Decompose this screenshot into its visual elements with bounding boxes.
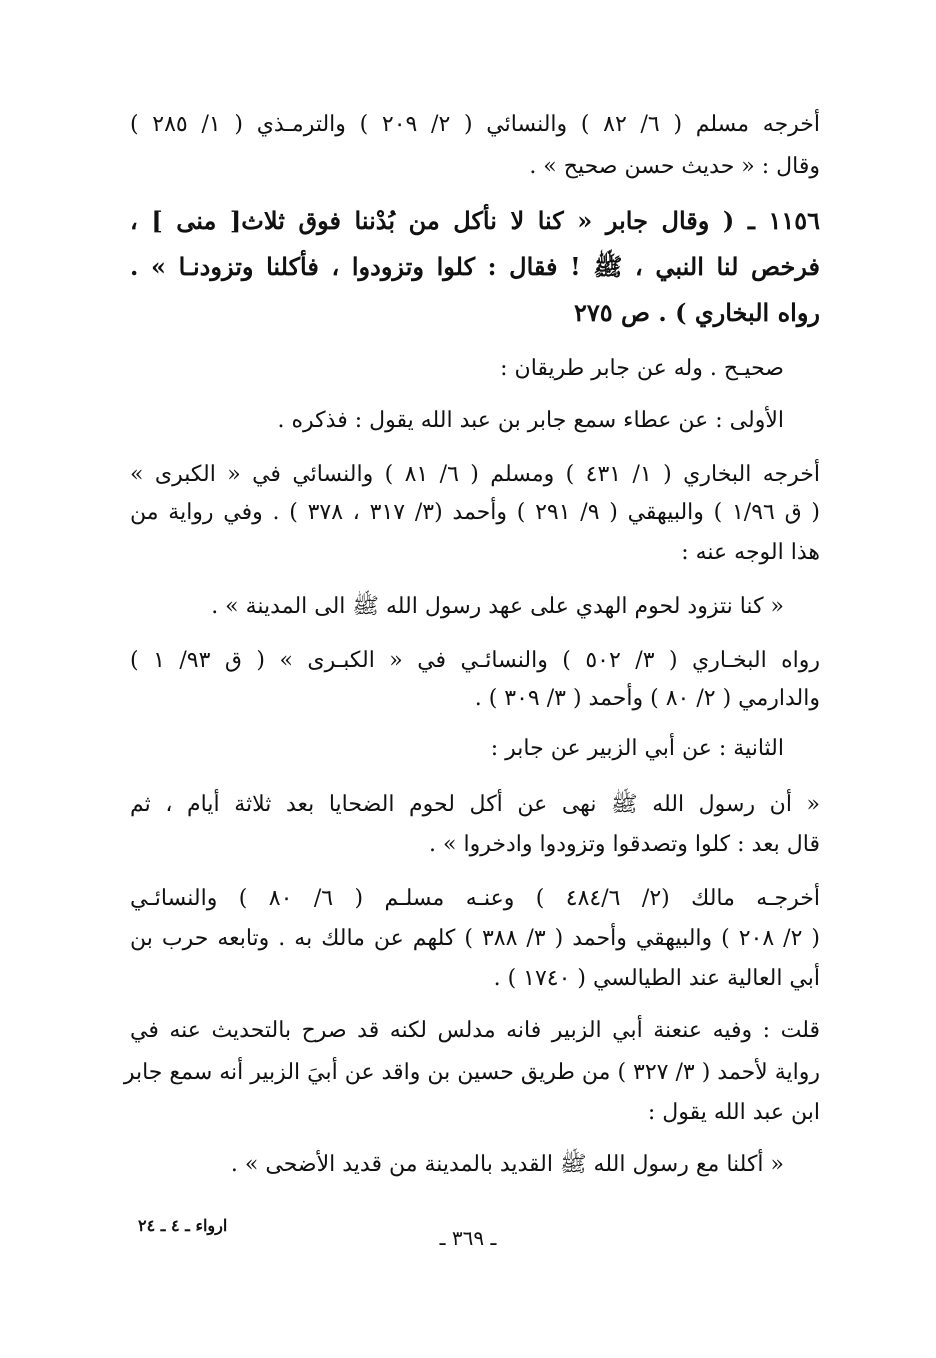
text-line: أخرجـه مالك (٢/ ٤٨٤/٦ ) وعنـه مسلـم ( ٦/ ٨٠ ) والنسائـي [130,886,820,911]
text-line: رواية لأحمد ( ٣/ ٣٢٧ ) من طريق حسين بن واقد عن أبيَ الزبير أنه سمع جابر [123,1060,820,1085]
text-line: الثانية : عن أبي الزبير عن جابر : [490,736,784,761]
quote-line: « كنا نتزود لحوم الهدي على عهد رسول الله ﷺ الى المدينة » . [211,594,784,619]
text-line: ابن عبد الله يقول : [647,1100,820,1125]
text-line: ( ٢/ ٢٠٨ ) والبيهقي وأحمد ( ٣/ ٣٨٨ ) كلهم عن مالك به . وتابعه حرب بن [130,926,821,951]
quote-line: « أكلنا مع رسول الله ﷺ القديد بالمدينة من قديد الأضحى » . [230,1152,784,1177]
text-line: أخرجه مسلم ( ٦/ ٨٢ ) والنسائي ( ٢/ ٢٠٩ ) والترمـذي ( ١/ ٢٨٥ ) [130,112,821,137]
text-line: والدارمي ( ٢/ ٨٠ ) وأحمد ( ٣/ ٣٠٩ ) . [474,686,820,711]
text-line: صحيـح . وله عن جابر طريقان : [500,356,784,381]
text-line: قلت : وفيه عنعنة أبي الزبير فانه مدلس لكنه قد صرح بالتحديث عنه في [130,1018,821,1043]
quote-line: « أن رسول الله ﷺ نهى عن أكل لحوم الضحايا بعد ثلاثة أيام ، ثم [130,792,820,817]
text-line: أخرجه البخاري ( ١/ ٤٣١ ) ومسلم ( ٦/ ٨١ ) والنسائي في « الكبرى » [130,462,821,487]
text-line: ( ق ١/٩٦ ) والبيهقي ( ٩/ ٢٩١ ) وأحمد (٣/ ٣١٧ ، ٣٧٨ ) . وفي رواية من [130,500,820,525]
text-line: أبي العالية عند الطيالسي ( ١٧٤٠ ) . [493,966,820,991]
quote-line: قال بعد : كلوا وتصدقوا وتزودوا وادخروا » . [429,832,820,857]
text-line: رواه البخـاري ( ٣/ ٥٠٢ ) والنسائـي في « الكبـرى » ( ق ٩٣/ ١ ) [130,648,821,673]
text-line: الأولى : عن عطاء سمع جابر بن عبد الله يقول : فذكره . [277,408,784,433]
page-number: ـ ٣٦٩ ـ [439,1226,497,1250]
hadith-text: فرخص لنا النبي ، ﷺ ! فقال : كلوا وتزودوا ، فأكلنا وتزودنـا » . [130,252,820,281]
hadith-source: رواه البخاري ) . ص ٢٧٥ [574,298,820,327]
footer-signature: ارواء ـ ٤ ـ ٢٤ [138,1216,228,1235]
text-line: وقال : « حديث حسن صحيح » . [529,154,820,179]
hadith-heading: ١١٥٦ ـ ( وقال جابر « كنا لا نأكل من بُدْننا فوق ثلاث[ منى ] ، [130,206,820,235]
text-line: هذا الوجه عنه : [681,540,820,565]
body-text [123,0,821,1358]
